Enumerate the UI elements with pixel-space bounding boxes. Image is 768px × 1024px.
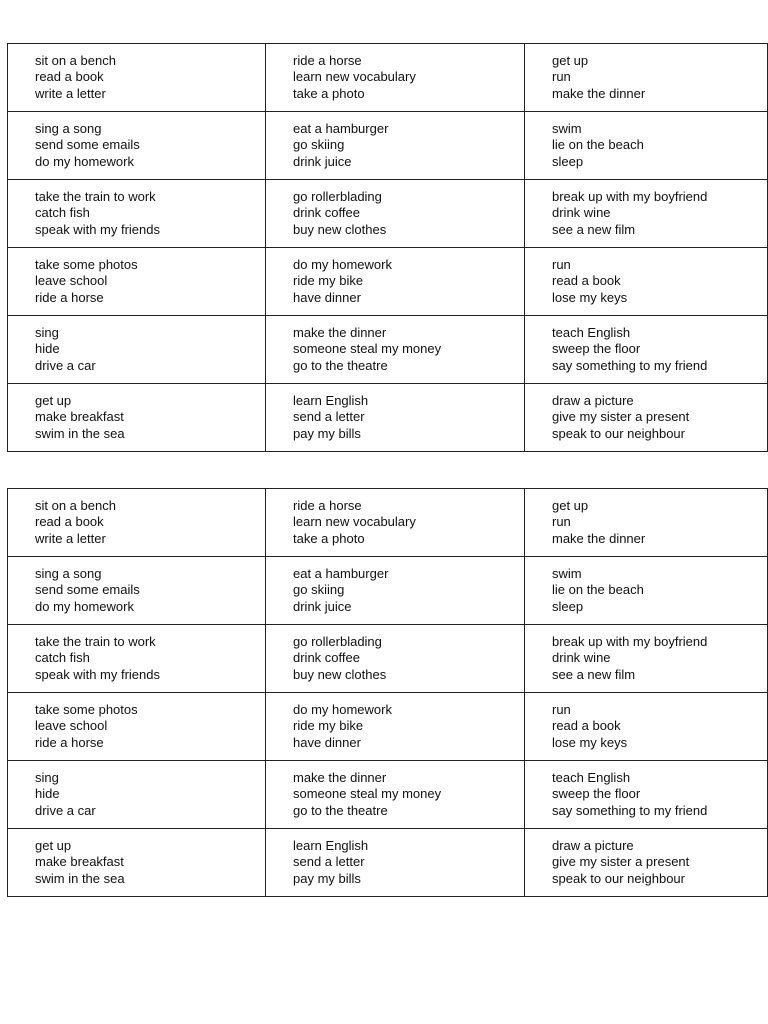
phrase-card <box>525 44 768 112</box>
phrase-card <box>525 248 768 316</box>
phrase-text: lose my keys <box>552 289 628 305</box>
phrase-text: drink coffee <box>293 650 360 666</box>
phrase-text: write a letter <box>35 85 106 101</box>
phrase-card <box>266 44 525 112</box>
phrase-text: sing a song <box>35 120 102 136</box>
phrase-card <box>525 557 768 625</box>
phrase-text: break up with my boyfriend <box>552 633 708 649</box>
phrase-text: buy new clothes <box>293 221 387 237</box>
phrase-card <box>8 557 266 625</box>
phrase-text: speak with my friends <box>35 666 160 682</box>
phrase-text: make the dinner <box>293 769 387 785</box>
phrase-text: take a photo <box>293 530 365 546</box>
phrase-text: pay my bills <box>293 425 361 441</box>
phrase-text: send a letter <box>293 854 365 870</box>
phrase-text: run <box>552 514 571 530</box>
table-row <box>8 180 768 248</box>
phrase-text: do my homework <box>35 153 134 169</box>
phrase-card <box>525 625 768 693</box>
phrase-text: ride a horse <box>293 497 362 513</box>
table-body <box>8 44 768 452</box>
phrase-text: speak with my friends <box>35 221 160 237</box>
table-row <box>8 316 768 384</box>
table-row <box>8 112 768 180</box>
phrase-card <box>266 489 525 557</box>
phrase-card <box>8 693 266 761</box>
phrase-text: drink coffee <box>293 205 360 221</box>
phrase-text: ride my bike <box>293 273 364 289</box>
phrase-text: take the train to work <box>35 633 156 649</box>
phrase-text: go skiing <box>293 137 345 153</box>
phrase-text: sit on a bench <box>35 497 116 513</box>
phrase-text: make breakfast <box>35 409 124 425</box>
phrase-text: say something to my friend <box>552 802 708 818</box>
phrase-text: say something to my friend <box>552 357 708 373</box>
phrase-text: learn English <box>293 392 369 408</box>
table-row <box>8 625 768 693</box>
phrase-text: draw a picture <box>552 837 634 853</box>
phrase-text: hide <box>35 341 60 357</box>
phrase-text: catch fish <box>35 650 90 666</box>
table-row <box>8 44 768 112</box>
table-row <box>8 829 768 897</box>
phrase-text: do my homework <box>293 701 392 717</box>
phrase-text: take some photos <box>35 256 138 272</box>
phrase-card <box>525 761 768 829</box>
phrase-card <box>8 489 266 557</box>
phrase-text: have dinner <box>293 734 361 750</box>
phrase-text: get up <box>552 52 589 68</box>
phrase-text: give my sister a present <box>552 409 690 425</box>
phrase-text: read a book <box>35 514 104 530</box>
phrase-text: make breakfast <box>35 854 124 870</box>
phrase-text: see a new film <box>552 221 636 237</box>
phrase-text: go rollerblading <box>293 188 382 204</box>
phrase-text: take a photo <box>293 85 365 101</box>
phrase-text: learn English <box>293 837 369 853</box>
phrase-card <box>266 693 525 761</box>
phrase-card <box>525 316 768 384</box>
phrase-text: read a book <box>552 718 621 734</box>
phrase-text: send some emails <box>35 137 140 153</box>
phrase-text: go skiing <box>293 582 345 598</box>
phrase-text: drink wine <box>552 205 611 221</box>
phrase-card <box>8 761 266 829</box>
phrase-card <box>266 180 525 248</box>
phrase-text: get up <box>35 392 72 408</box>
phrase-text: lie on the beach <box>552 582 644 598</box>
phrase-card-table-top <box>7 43 768 452</box>
phrase-card <box>8 44 266 112</box>
phrase-text: run <box>552 701 571 717</box>
phrase-card <box>266 248 525 316</box>
phrase-text: drive a car <box>35 357 96 373</box>
table-row <box>8 557 768 625</box>
phrase-text: draw a picture <box>552 392 634 408</box>
phrase-text: take some photos <box>35 701 138 717</box>
phrase-card <box>8 180 266 248</box>
phrase-text: go to the theatre <box>293 802 388 818</box>
phrase-text: drink juice <box>293 153 352 169</box>
phrase-text: ride a horse <box>35 734 104 750</box>
phrase-card <box>525 112 768 180</box>
phrase-text: eat a hamburger <box>293 565 389 581</box>
phrase-card-table-bottom <box>7 488 768 897</box>
phrase-card <box>266 829 525 897</box>
phrase-card <box>266 761 525 829</box>
table-row <box>8 248 768 316</box>
phrase-text: run <box>552 256 571 272</box>
phrase-text: go to the theatre <box>293 357 388 373</box>
phrase-text: make the dinner <box>552 85 646 101</box>
phrase-text: drink juice <box>293 598 352 614</box>
phrase-text: swim in the sea <box>35 425 125 441</box>
phrase-text: speak to our neighbour <box>552 425 685 441</box>
phrase-text: get up <box>552 497 589 513</box>
phrase-card <box>266 316 525 384</box>
phrase-card <box>525 489 768 557</box>
phrase-text: send some emails <box>35 582 140 598</box>
phrase-text: catch fish <box>35 205 90 221</box>
phrase-text: send a letter <box>293 409 365 425</box>
phrase-text: learn new vocabulary <box>293 69 416 85</box>
table-row <box>8 384 768 452</box>
phrase-text: make the dinner <box>552 530 646 546</box>
phrase-text: see a new film <box>552 666 636 682</box>
phrase-text: leave school <box>35 718 108 734</box>
phrase-text: buy new clothes <box>293 666 387 682</box>
phrase-text: read a book <box>552 273 621 289</box>
phrase-text: sit on a bench <box>35 52 116 68</box>
phrase-text: sing <box>35 324 59 340</box>
phrase-text: sleep <box>552 153 584 169</box>
phrase-text: sweep the floor <box>552 786 641 802</box>
table-body <box>8 489 768 897</box>
phrase-card <box>266 112 525 180</box>
phrase-text: do my homework <box>293 256 392 272</box>
phrase-text: ride a horse <box>293 52 362 68</box>
phrase-card <box>8 384 266 452</box>
phrase-card <box>266 625 525 693</box>
phrase-text: teach English <box>552 769 631 785</box>
phrase-card <box>8 316 266 384</box>
phrase-text: learn new vocabulary <box>293 514 416 530</box>
phrase-text: read a book <box>35 69 104 85</box>
phrase-card <box>8 112 266 180</box>
phrase-text: lie on the beach <box>552 137 644 153</box>
phrase-text: make the dinner <box>293 324 387 340</box>
phrase-text: take the train to work <box>35 188 156 204</box>
table-row <box>8 693 768 761</box>
phrase-text: go rollerblading <box>293 633 382 649</box>
phrase-text: lose my keys <box>552 734 628 750</box>
phrase-text: sing <box>35 769 59 785</box>
phrase-text: ride a horse <box>35 289 104 305</box>
phrase-text: swim <box>552 565 582 581</box>
phrase-text: hide <box>35 786 60 802</box>
phrase-card <box>8 248 266 316</box>
phrase-text: pay my bills <box>293 870 361 886</box>
table-row <box>8 761 768 829</box>
phrase-text: leave school <box>35 273 108 289</box>
phrase-text: have dinner <box>293 289 361 305</box>
phrase-text: eat a hamburger <box>293 120 389 136</box>
phrase-text: break up with my boyfriend <box>552 188 708 204</box>
phrase-text: drink wine <box>552 650 611 666</box>
phrase-text: run <box>552 69 571 85</box>
phrase-text: someone steal my money <box>293 341 442 357</box>
phrase-text: do my homework <box>35 598 134 614</box>
phrase-card <box>266 384 525 452</box>
phrase-card <box>525 829 768 897</box>
table-row <box>8 489 768 557</box>
phrase-card <box>266 557 525 625</box>
phrase-text: get up <box>35 837 72 853</box>
phrase-card <box>525 384 768 452</box>
phrase-card <box>525 180 768 248</box>
phrase-text: write a letter <box>35 530 106 546</box>
phrase-card <box>8 829 266 897</box>
phrase-text: someone steal my money <box>293 786 442 802</box>
phrase-text: sing a song <box>35 565 102 581</box>
phrase-text: give my sister a present <box>552 854 690 870</box>
phrase-text: swim in the sea <box>35 870 125 886</box>
phrase-card <box>8 625 266 693</box>
phrase-text: swim <box>552 120 582 136</box>
phrase-text: drive a car <box>35 802 96 818</box>
phrase-text: sleep <box>552 598 584 614</box>
phrase-text: ride my bike <box>293 718 364 734</box>
phrase-text: sweep the floor <box>552 341 641 357</box>
phrase-card <box>525 693 768 761</box>
phrase-text: speak to our neighbour <box>552 870 685 886</box>
phrase-text: teach English <box>552 324 631 340</box>
